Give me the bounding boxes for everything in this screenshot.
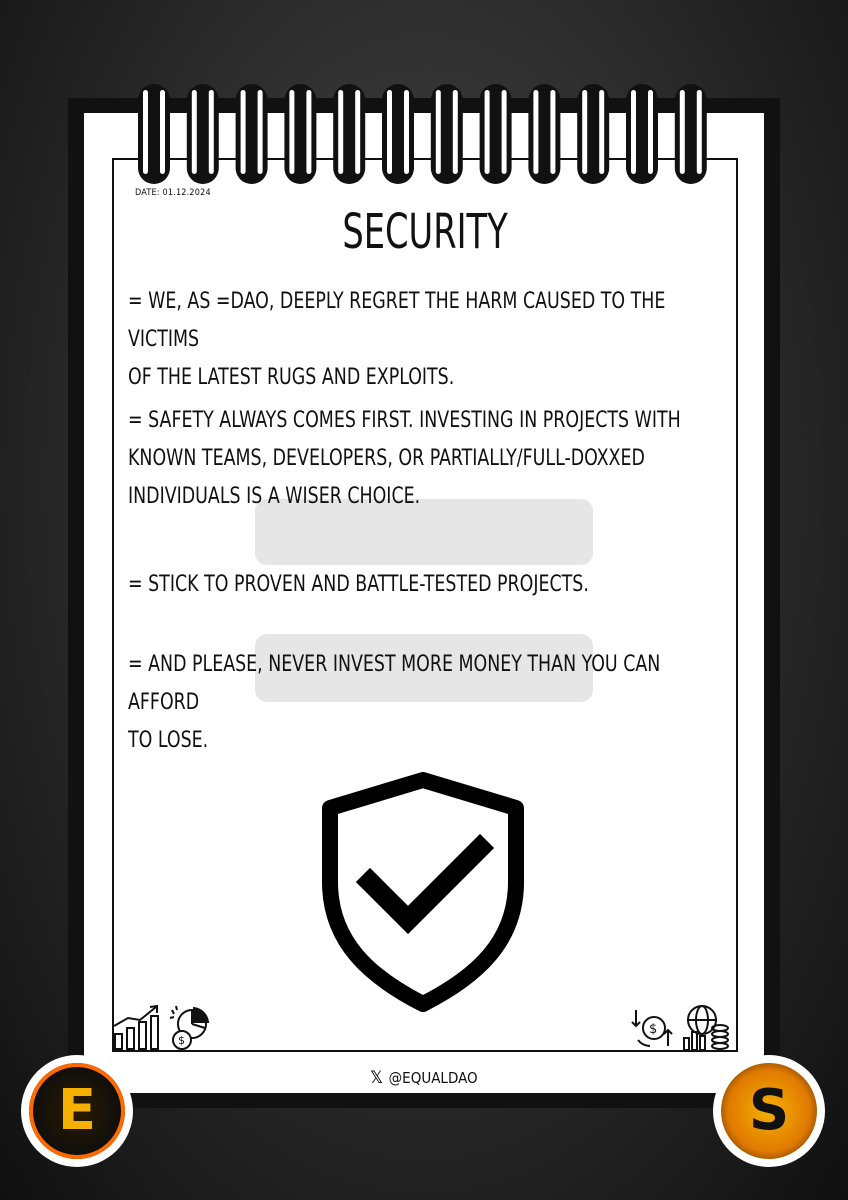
paragraph-regret — [128, 283, 728, 397]
pie-chart-money-icon — [168, 1004, 214, 1052]
shield-check-icon — [316, 772, 530, 1012]
page-title: SECURITY — [342, 204, 508, 260]
paragraph-line: = STICK TO PROVEN AND BATTLE-TESTED PROJECTS. — [128, 572, 589, 597]
spiral-ring — [138, 84, 170, 184]
paragraph-proven — [128, 566, 728, 604]
paragraph-safety — [128, 402, 728, 516]
x-logo-icon: 𝕏 — [370, 1068, 383, 1088]
spiral-ring — [333, 84, 365, 184]
paragraph-afford — [128, 646, 728, 760]
coin-face — [29, 1063, 125, 1159]
s-coin-logo — [713, 1055, 825, 1167]
spiral-ring — [236, 84, 268, 184]
paragraph-line: KNOWN TEAMS, DEVELOPERS, OR PARTIALLY/FULL-DOXXED — [128, 446, 645, 471]
spiral-ring — [675, 84, 707, 184]
spiral-ring — [284, 84, 316, 184]
paragraph-line: INDIVIDUALS IS A WISER CHOICE. — [128, 484, 421, 509]
svg-text:$: $ — [649, 1022, 658, 1037]
handle-text: @EQUALDAO — [388, 1069, 478, 1087]
paragraph-line: = AND PLEASE, NEVER INVEST MORE MONEY THAN YOU CAN AFFORD — [128, 652, 661, 715]
paragraph-line: OF THE LATEST RUGS AND EXPLOITS. — [128, 365, 455, 390]
equal-coin-logo — [21, 1055, 133, 1167]
growth-chart-icon — [112, 1004, 164, 1050]
coin-letter-e: E — [57, 1078, 97, 1143]
svg-text:$: $ — [178, 1034, 185, 1047]
spiral-ring — [431, 84, 463, 184]
spiral-ring — [626, 84, 658, 184]
paragraph-line: = WE, AS =DAO, DEEPLY REGRET THE HARM CAUSED TO THE VICTIMS — [128, 289, 666, 352]
spiral-ring — [480, 84, 512, 184]
paragraph-line: = SAFETY ALWAYS COMES FIRST. INVESTING IN PROJECTS WITH — [128, 408, 681, 433]
global-finance-icon — [680, 1002, 730, 1052]
spiral-ring — [528, 84, 560, 184]
currency-exchange-icon — [630, 1006, 674, 1050]
spiral-ring — [187, 84, 219, 184]
coin-letter-s: S — [748, 1078, 790, 1143]
spiral-binding — [0, 0, 848, 200]
paragraph-line: TO LOSE. — [128, 728, 209, 753]
date-label: DATE: 01.12.2024 — [135, 188, 211, 198]
spiral-ring — [382, 84, 414, 184]
coin-face — [721, 1063, 817, 1159]
spiral-ring — [577, 84, 609, 184]
